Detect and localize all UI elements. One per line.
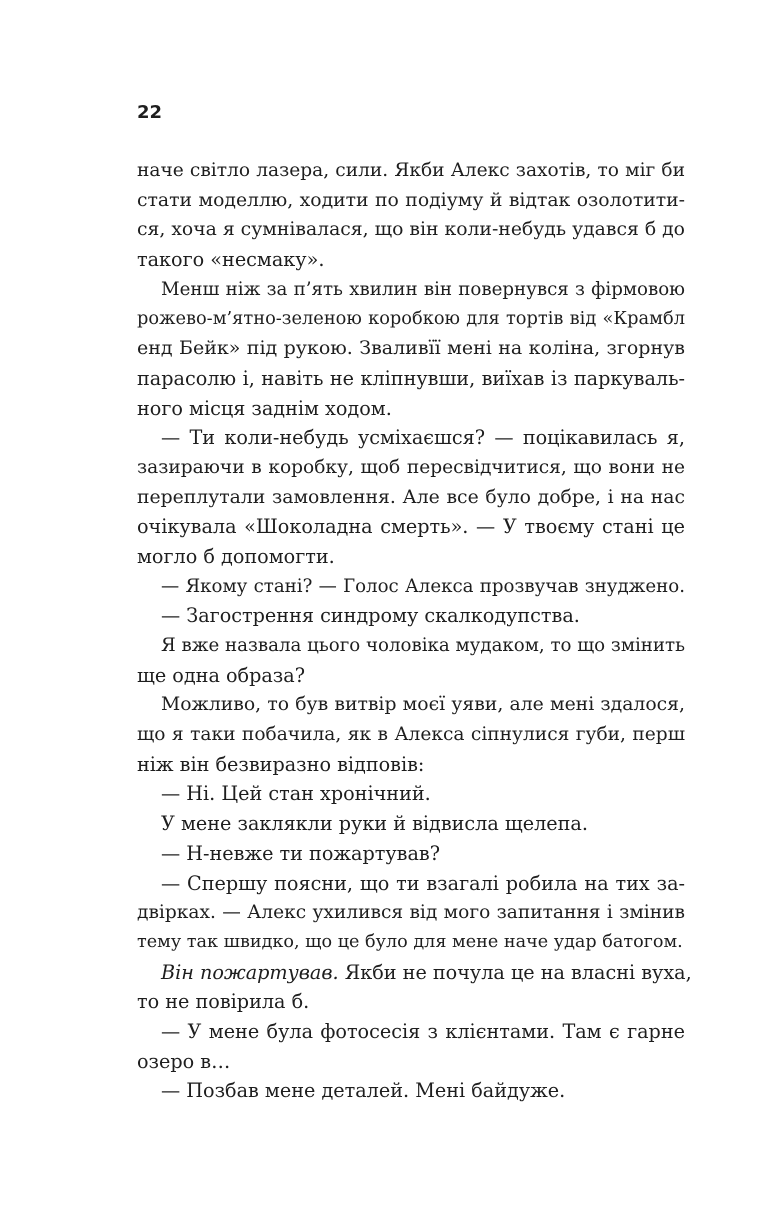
text-line: то не повірила б.: [137, 990, 310, 1014]
text-fragment: Якби не почула це на власні вуха,: [338, 960, 692, 984]
text-line: зазираючи в коробку, щоб пересвідчитися, що вони не: [137, 456, 685, 478]
text-line: двірках. — Алекс ухилився від мого запитання і змінив: [137, 902, 685, 924]
text-line: тему так швидко, що це було для мене наче удар батогом.: [137, 931, 683, 952]
text-line: енд Бейк» під рукою. Зваливїї мені на коліна, згорнув: [137, 337, 685, 360]
text-line: ся, хоча я сумнівалася, що він коли-небудь удався б до: [137, 219, 685, 241]
text-line: рожево-м’ятно-зеленою коробкою для тортів від «Крамбл: [137, 308, 685, 330]
text-line: могло б допомогти.: [137, 544, 335, 568]
italic-phrase: Він пожартував.: [161, 960, 339, 984]
text-line: озеро в…: [137, 1049, 231, 1073]
text-line: очікувала «Шоколадна смерть». — У твоєму стані це: [137, 515, 685, 539]
text-line: У мене заклякли руки й відвисла щелепа.: [161, 812, 588, 836]
text-line: — Ти коли-небудь усміхаєшся? — поцікавилась я,: [161, 426, 685, 450]
text-line: — Н-невже ти пожартував?: [161, 841, 441, 865]
text-line: ного місця заднім ходом.: [137, 396, 392, 420]
text-line: — Якому стані? — Голос Алекса прозвучав знуджено.: [161, 575, 685, 597]
text-line: — Ні. Цей стан хронічний.: [161, 782, 431, 806]
text-line: [137, 958, 692, 988]
text-line: стати моделлю, ходити по подіуму й відтак озолотити-: [137, 189, 685, 211]
text-line: Можливо, то був витвір моєї уяви, але мені здалося,: [161, 694, 685, 716]
text-line: — Загострення синдрому скалкодупства.: [161, 604, 580, 628]
text-line: переплутали замовлення. Але все було добре, і на нас: [137, 486, 685, 508]
body-text: [137, 156, 692, 1106]
text-line: наче світло лазера, сили. Якби Алекс захотів, то міг би: [137, 160, 685, 181]
text-line: такого «несмаку».: [137, 248, 325, 272]
page-number: 22: [137, 102, 163, 123]
text-line: ніж він безвиразно відповів:: [137, 752, 425, 776]
text-line: — Позбав мене деталей. Мені байдуже.: [161, 1079, 566, 1103]
text-line: — У мене була фотосесія з клієнтами. Там є гарне: [161, 1019, 685, 1043]
text-line: Я вже назвала цього чоловіка мудаком, то що змінить: [161, 635, 685, 656]
text-line: ще одна образа?: [137, 663, 306, 687]
text-line: Менш ніж за п’ять хвилин він повернувся з фірмовою: [161, 278, 685, 300]
text-line: парасолю і, навіть не кліпнувши, виїхав із паркуваль-: [137, 366, 685, 390]
text-line: — Спершу поясни, що ти взагалі робила на тих за-: [161, 871, 685, 895]
text-line: що я таки побачила, як в Алекса сіпнулися губи, перш: [137, 724, 685, 746]
